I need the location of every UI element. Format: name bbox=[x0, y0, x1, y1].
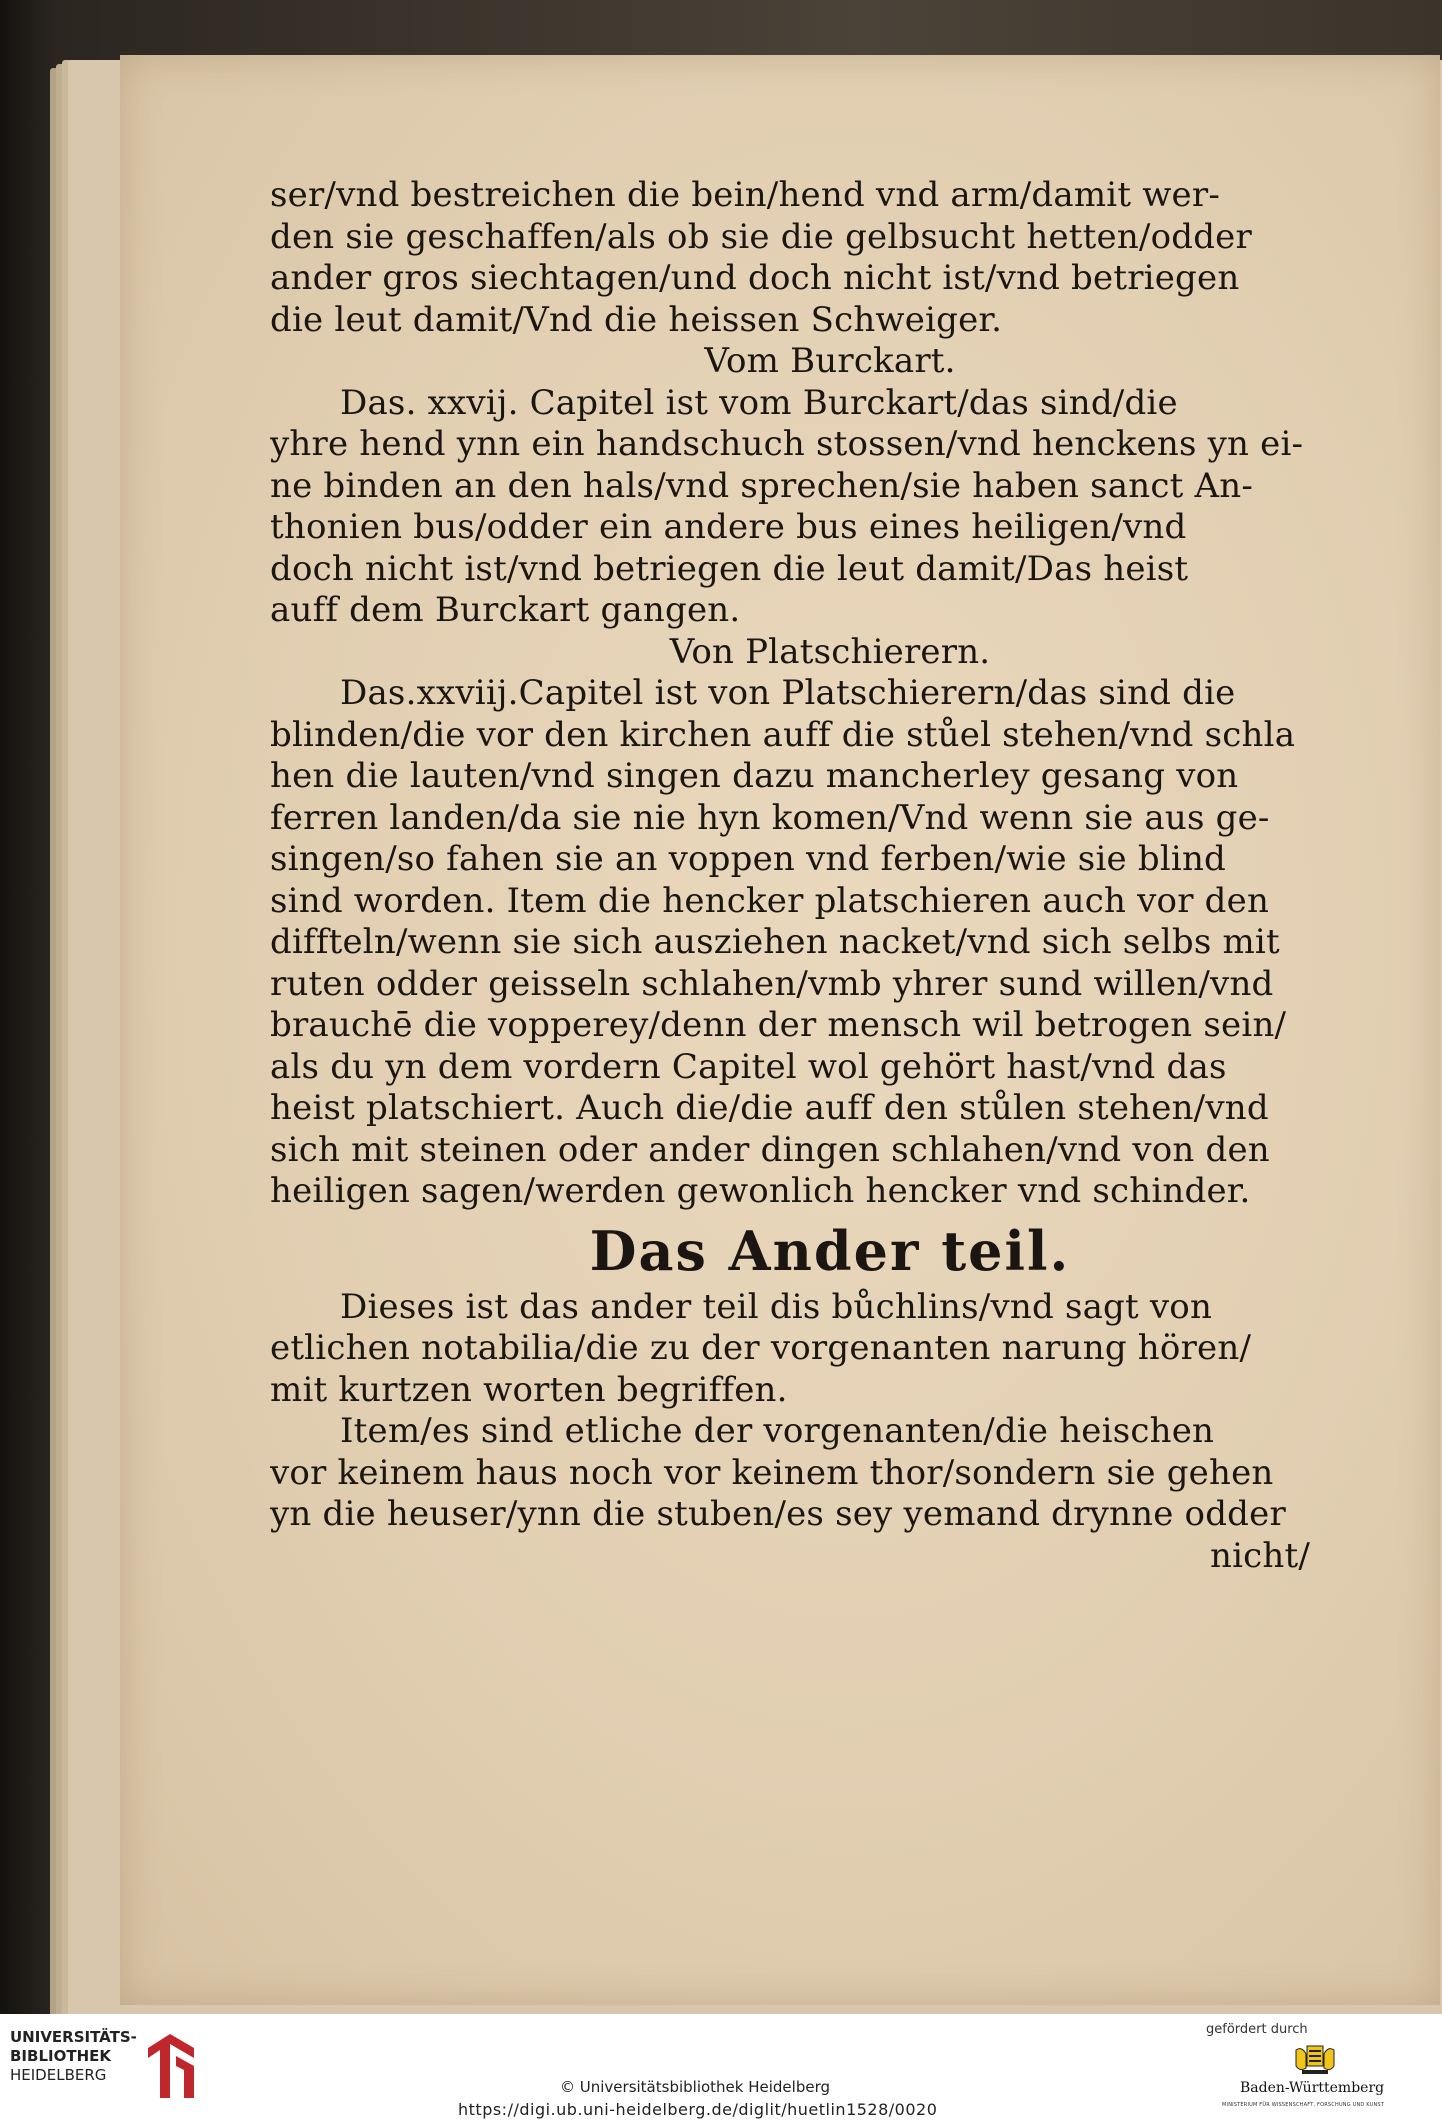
library-name-line2: BIBLIOTHEK bbox=[10, 2047, 111, 2065]
text-line: singen/so fahen sie an voppen vnd ferben/wie sie blind bbox=[270, 839, 1227, 879]
text-line: etlichen notabilia/die zu der vorgenanten narung hören/ bbox=[270, 1328, 1252, 1368]
text-line: ander gros siechtagen/und doch nicht ist/vnd betriegen bbox=[270, 258, 1240, 298]
footer-bar bbox=[0, 2014, 1442, 2122]
copyright-notice: © Universitätsbibliothek Heidelberg bbox=[560, 2078, 831, 2096]
section-title-ander-teil: Das Ander teil. bbox=[589, 1218, 1071, 1283]
text-line: vor keinem haus noch vor keinem thor/sondern sie gehen bbox=[270, 1452, 1274, 1493]
text-line: als du yn dem vordern Capitel wol gehört hast/vnd das bbox=[270, 1046, 1227, 1087]
funder-name: Baden-Württemberg bbox=[1240, 2080, 1385, 2096]
library-logo-text[interactable] bbox=[10, 2028, 137, 2085]
text-line: Das. xxvij. Capitel ist vom Burckart/das sind/die bbox=[340, 382, 1178, 423]
library-name-line1: UNIVERSITÄTS- bbox=[10, 2028, 137, 2046]
text-line: doch nicht ist/vnd betriegen die leut damit/Das heist bbox=[270, 548, 1189, 589]
text-line: ruten odder geisseln schlahen/vmb yhrer sund willen/vnd bbox=[270, 963, 1274, 1004]
permalink-url[interactable]: https://digi.ub.uni-heidelberg.de/diglit/huetlin1528/0020 bbox=[458, 2100, 938, 2119]
text-line: diffteln/wenn sie sich ausziehen nacket/vnd sich selbs mit bbox=[270, 922, 1280, 962]
text-line: heist platschiert. Auch die/die auff den stůlen stehen/vnd bbox=[270, 1088, 1269, 1128]
text-line: brauchē die vopperey/denn der mensch wil betrogen sein/ bbox=[270, 1005, 1287, 1045]
text-line: die leut damit/Vnd die heissen Schweiger. bbox=[270, 299, 1003, 340]
text-line: Dieses ist das ander teil dis bůchlins/vnd sagt von bbox=[340, 1286, 1213, 1327]
library-logo-icon[interactable] bbox=[140, 2028, 200, 2106]
text-line: yhre hend ynn ein handschuch stossen/vnd henckens yn ei- bbox=[270, 424, 1304, 464]
text-line: ser/vnd bestreichen die bein/hend vnd arm/damit wer- bbox=[270, 175, 1221, 215]
text-line: hen die lauten/vnd singen dazu mancherley gesang von bbox=[270, 756, 1239, 796]
text-line: thonien bus/odder ein andere bus eines heiligen/vnd bbox=[270, 507, 1187, 547]
text-line: mit kurtzen worten begriffen. bbox=[270, 1369, 788, 1410]
chapter-heading-burckart: Vom Burckart. bbox=[704, 341, 956, 381]
coat-of-arms-icon bbox=[1292, 2042, 1338, 2078]
text-line: Item/es sind etliche der vorgenanten/die heischen bbox=[340, 1411, 1215, 1451]
page-text bbox=[270, 175, 1390, 1635]
text-line: Das.xxviij.Capitel ist von Platschierern/das sind die bbox=[340, 673, 1236, 713]
funded-by-label: gefördert durch bbox=[1206, 2022, 1308, 2037]
text-line: sind worden. Item die hencker platschieren auch vor den bbox=[270, 880, 1270, 921]
chapter-heading-platschierern: Von Platschierern. bbox=[669, 631, 991, 672]
text-line: heiligen sagen/werden gewonlich hencker vnd schinder. bbox=[270, 1171, 1251, 1211]
text-line: yn die heuser/ynn die stuben/es sey yemand drynne odder bbox=[270, 1494, 1286, 1534]
text-line: blinden/die vor den kirchen auff die stůel stehen/vnd schla bbox=[270, 714, 1296, 755]
text-line: den sie geschaffen/als ob sie die gelbsucht hetten/odder bbox=[270, 216, 1252, 257]
text-line: ferren landen/da sie nie hyn komen/Vnd wenn sie aus ge- bbox=[270, 797, 1270, 838]
catchword: nicht/ bbox=[1209, 1535, 1310, 1576]
library-name-line3: HEIDELBERG bbox=[10, 2066, 107, 2084]
text-line: auff dem Burckart gangen. bbox=[270, 590, 741, 630]
text-line: sich mit steinen oder ander dingen schlahen/vnd von den bbox=[270, 1129, 1270, 1170]
text-line: ne binden an den hals/vnd sprechen/sie haben sanct An- bbox=[270, 465, 1254, 506]
funder-ministry: MINISTERIUM FÜR WISSENSCHAFT, FORSCHUNG UND KUNST bbox=[1222, 2102, 1385, 2108]
